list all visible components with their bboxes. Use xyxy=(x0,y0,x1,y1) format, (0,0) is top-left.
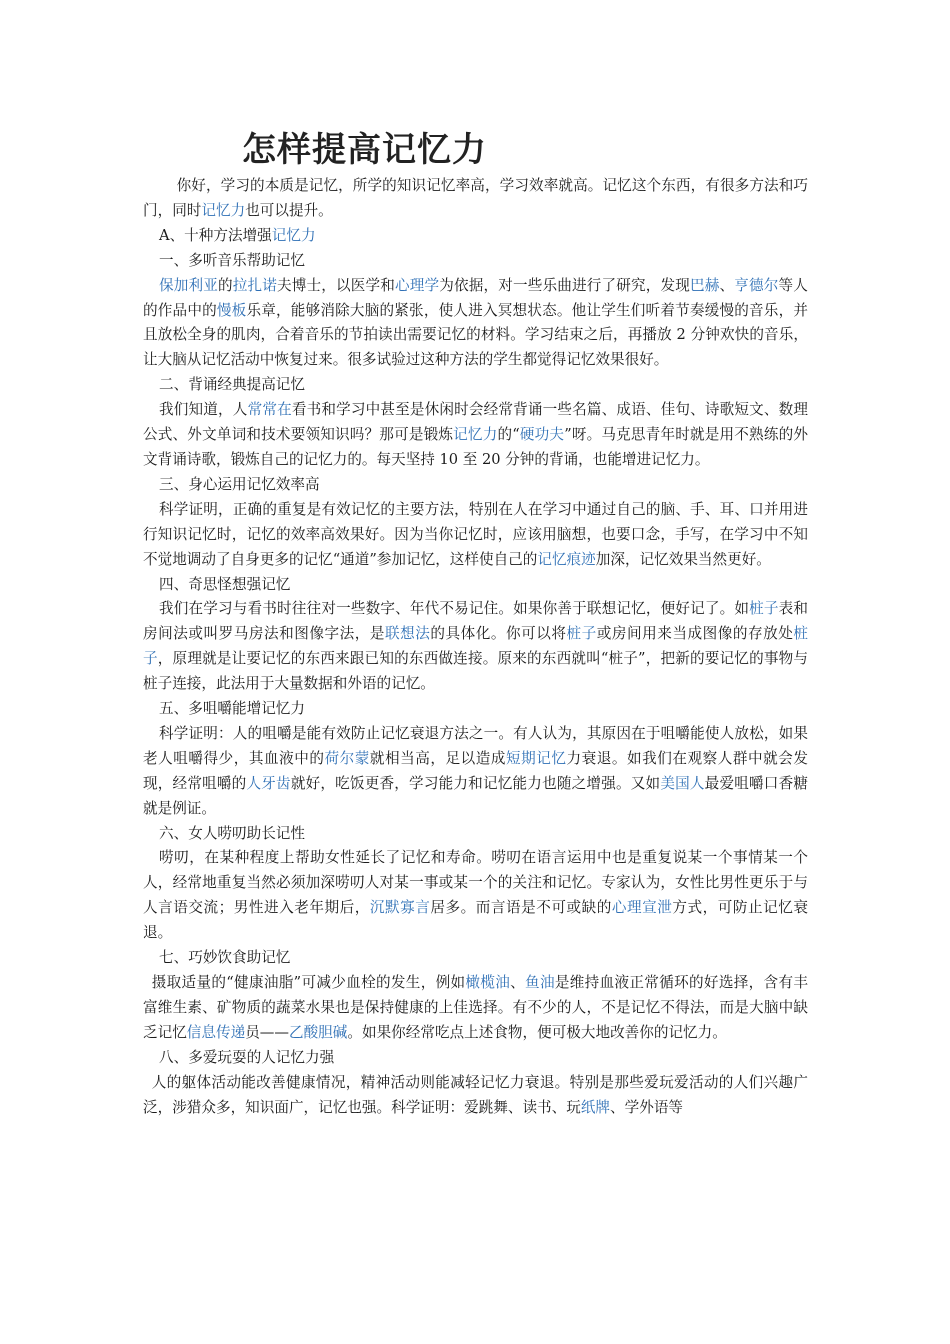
text-run: 方式，可防止记忆衰退。 xyxy=(143,899,808,942)
text-run: 科学证明：人的咀嚼是能有效防止记忆衰退方法之一。有人认为，其原因在于咀嚼能使人放松，如果老人咀嚼得少，其血液中的 xyxy=(143,724,808,767)
text-run: 乐章，能够消除大脑的紧张，使人进入冥想状态。他让学生们听着节奏缓慢的音乐，并且放松全身的肌肉，合着音乐的节拍读出需要记忆的材料。学习结束之后，再播放 2 分钟欢快的音乐，让大脑从记忆活动中恢复过来。很多试验过这种方法的学生都觉得记忆效果很好。 xyxy=(143,301,808,369)
text-run: 表和房间法或叫罗马房法和图像字法，是 xyxy=(143,600,808,643)
text-run: 是维持血液正常循环的好选择，含有丰富维生素、矿物质的蔬菜水果也是保持健康的上佳选择。有不少的人，不是记忆不得法，而是大脑中缺乏记忆 xyxy=(143,974,808,1041)
text-run: 为依据，对一些乐曲进行了研究，发现 xyxy=(439,276,691,294)
hyperlink[interactable]: 记忆痕迹 xyxy=(537,550,596,568)
text-run: 或房间用来当成图像的存放处 xyxy=(596,625,794,643)
text-run: 人的躯体活动能改善健康情况，精神活动则能减轻记忆力衰退。特别是那些爱玩爱活动的人们兴趣广泛，涉猎众多，知识面广，记忆也强。科学证明：爱跳舞、读书、玩 xyxy=(143,1073,808,1116)
text-run: A、十种方法增强 xyxy=(159,226,272,244)
paragraph xyxy=(143,722,808,822)
paragraph xyxy=(143,697,808,722)
paragraph xyxy=(143,398,808,473)
hyperlink[interactable]: 硬功夫 xyxy=(519,426,565,444)
text-run: 我们在学习与看书时往往对一些数字、年代不易记住。如果你善于联想记忆，便好记了。如 xyxy=(159,600,750,618)
hyperlink[interactable]: 亨德尔 xyxy=(734,276,779,294)
paragraph xyxy=(143,1046,808,1071)
hyperlink[interactable]: 美国人 xyxy=(660,774,705,792)
text-run: 夫博士，以医学和 xyxy=(277,276,396,294)
text-run: 也可以提升。 xyxy=(245,201,333,219)
paragraph xyxy=(143,249,808,274)
document-body xyxy=(143,174,808,1120)
paragraph xyxy=(143,597,808,697)
paragraph xyxy=(143,224,808,249)
hyperlink[interactable]: 信息传递 xyxy=(186,1023,246,1041)
hyperlink[interactable]: 桩子 xyxy=(749,600,779,618)
paragraph xyxy=(143,373,808,398)
hyperlink[interactable]: 记忆力 xyxy=(271,226,316,244)
text-run: 最爱咀嚼口香糖就是例证。 xyxy=(143,774,808,817)
text-run: 的 xyxy=(218,276,233,294)
text-run: 一、多听音乐帮助记忆 xyxy=(159,251,305,269)
hyperlink[interactable]: 记忆力 xyxy=(453,426,498,444)
hyperlink[interactable]: 短期记忆 xyxy=(506,749,567,767)
hyperlink[interactable]: 心理学 xyxy=(395,276,440,294)
hyperlink[interactable]: 人牙齿 xyxy=(246,774,291,792)
text-run: 员—— xyxy=(245,1023,289,1041)
text-run: 六、女人唠叨助长记性 xyxy=(159,824,305,842)
text-run: 七、巧妙饮食助记忆 xyxy=(159,949,291,967)
paragraph xyxy=(143,946,808,971)
paragraph xyxy=(143,822,808,847)
paragraph xyxy=(143,498,808,573)
hyperlink[interactable]: 慢板 xyxy=(216,301,247,319)
text-run: 二、背诵经典提高记忆 xyxy=(159,376,305,394)
text-run: 摄取适量的“健康油脂”可减少血栓的发生，例如 xyxy=(151,974,466,991)
text-run: 等人的作品中的 xyxy=(143,276,808,319)
text-run: 加深，记忆效果当然更好。 xyxy=(595,550,771,568)
paragraph xyxy=(143,274,808,374)
text-run: 八、多爱玩耍的人记忆力强 xyxy=(159,1048,335,1066)
text-run: 、学外语等 xyxy=(610,1098,684,1116)
text-run: 居多。而言语是不可或缺的 xyxy=(430,899,612,917)
hyperlink[interactable]: 鱼油 xyxy=(525,974,555,991)
hyperlink[interactable]: 桩子 xyxy=(566,625,597,643)
hyperlink[interactable]: 记忆力 xyxy=(201,201,246,219)
text-run: 五、多咀嚼能增记忆力 xyxy=(159,700,305,718)
hyperlink[interactable]: 沉默寡言 xyxy=(369,899,431,917)
text-run: 三、身心运用记忆效率高 xyxy=(159,475,320,493)
text-run: 就好，吃饭更香，学习能力和记忆能力也随之增强。又如 xyxy=(290,774,661,792)
paragraph xyxy=(143,473,808,498)
hyperlink[interactable]: 橄榄油 xyxy=(465,974,511,991)
text-run: 四、奇思怪想强记忆 xyxy=(159,575,291,593)
hyperlink[interactable]: 保加利亚 xyxy=(159,276,219,294)
paragraph xyxy=(143,573,808,598)
paragraph xyxy=(143,1071,808,1121)
paragraph xyxy=(143,846,808,946)
hyperlink[interactable]: 心理宣泄 xyxy=(611,899,673,917)
text-run: 的具体化。你可以将 xyxy=(430,625,567,643)
hyperlink[interactable]: 乙酸胆碱 xyxy=(288,1023,348,1041)
text-run: 看书和学习中甚至是休闲时会经常背诵一些名篇、成语、佳句、诗歌短文、数理公式、外文单词和技术要领知识吗？那可是锻炼 xyxy=(143,401,808,444)
hyperlink[interactable]: 桩子 xyxy=(143,625,808,668)
text-run: 唠叨，在某种程度上帮助女性延长了记忆和寿命。唠叨在语言运用中也是重复说某一个事情某一个人，经常地重复当然必须加深唠叨人对某一事或某一个的关注和记忆。专家认为，女性比男性更乐于与人言语交流；男性进入老年期后， xyxy=(143,849,808,917)
hyperlink[interactable]: 常常在 xyxy=(247,401,292,419)
hyperlink[interactable]: 纸牌 xyxy=(580,1098,611,1116)
hyperlink[interactable]: 拉扎诺 xyxy=(232,276,278,294)
text-run: 你好，学习的本质是记忆，所学的知识记忆率高，学习效率就高。记忆这个东西，有很多方法和巧门，同时 xyxy=(143,177,808,219)
hyperlink[interactable]: 巴赫 xyxy=(690,276,720,294)
paragraph xyxy=(143,971,808,1046)
hyperlink[interactable]: 荷尔蒙 xyxy=(324,749,370,767)
text-run: 力衰退。如我们在观察人群中就会发现，经常咀嚼的 xyxy=(143,749,808,792)
text-run: 、 xyxy=(719,276,735,294)
text-run: ”呀。马克思青年时就是用不熟练的外文背诵诗歌，锻炼自己的记忆力的。每天坚持 10 至 20 分钟的背诵，也能增进记忆力。 xyxy=(143,426,808,468)
text-run: ，原理就是让要记忆的东西来跟已知的东西做连接。原来的东西就叫“桩子”，把新的要记忆的事物与桩子连接，此法用于大量数据和外语的记忆。 xyxy=(143,650,808,693)
page-title: 怎样提高记忆力 xyxy=(242,130,487,170)
hyperlink[interactable]: 联想法 xyxy=(384,625,431,643)
text-run: 就相当高，足以造成 xyxy=(369,749,506,767)
text-run: 的“ xyxy=(497,426,520,444)
paragraph xyxy=(143,174,808,224)
text-run: 我们知道，人 xyxy=(159,401,248,419)
text-run: 、 xyxy=(510,974,526,991)
text-run: 科学证明，正确的重复是有效记忆的主要方法，特别在人在学习中通过自己的脑、手、耳、口并用进行知识记忆时，记忆的效率高效果好。因为当你记忆时，应该用脑想，也要口念，手写，在学习中不知不觉地调动了自身更多的记忆“通道”参加记忆，这样使自己的 xyxy=(143,500,808,568)
text-run: 。如果你经常吃点上述食物，便可极大地改善你的记忆力。 xyxy=(347,1023,727,1041)
